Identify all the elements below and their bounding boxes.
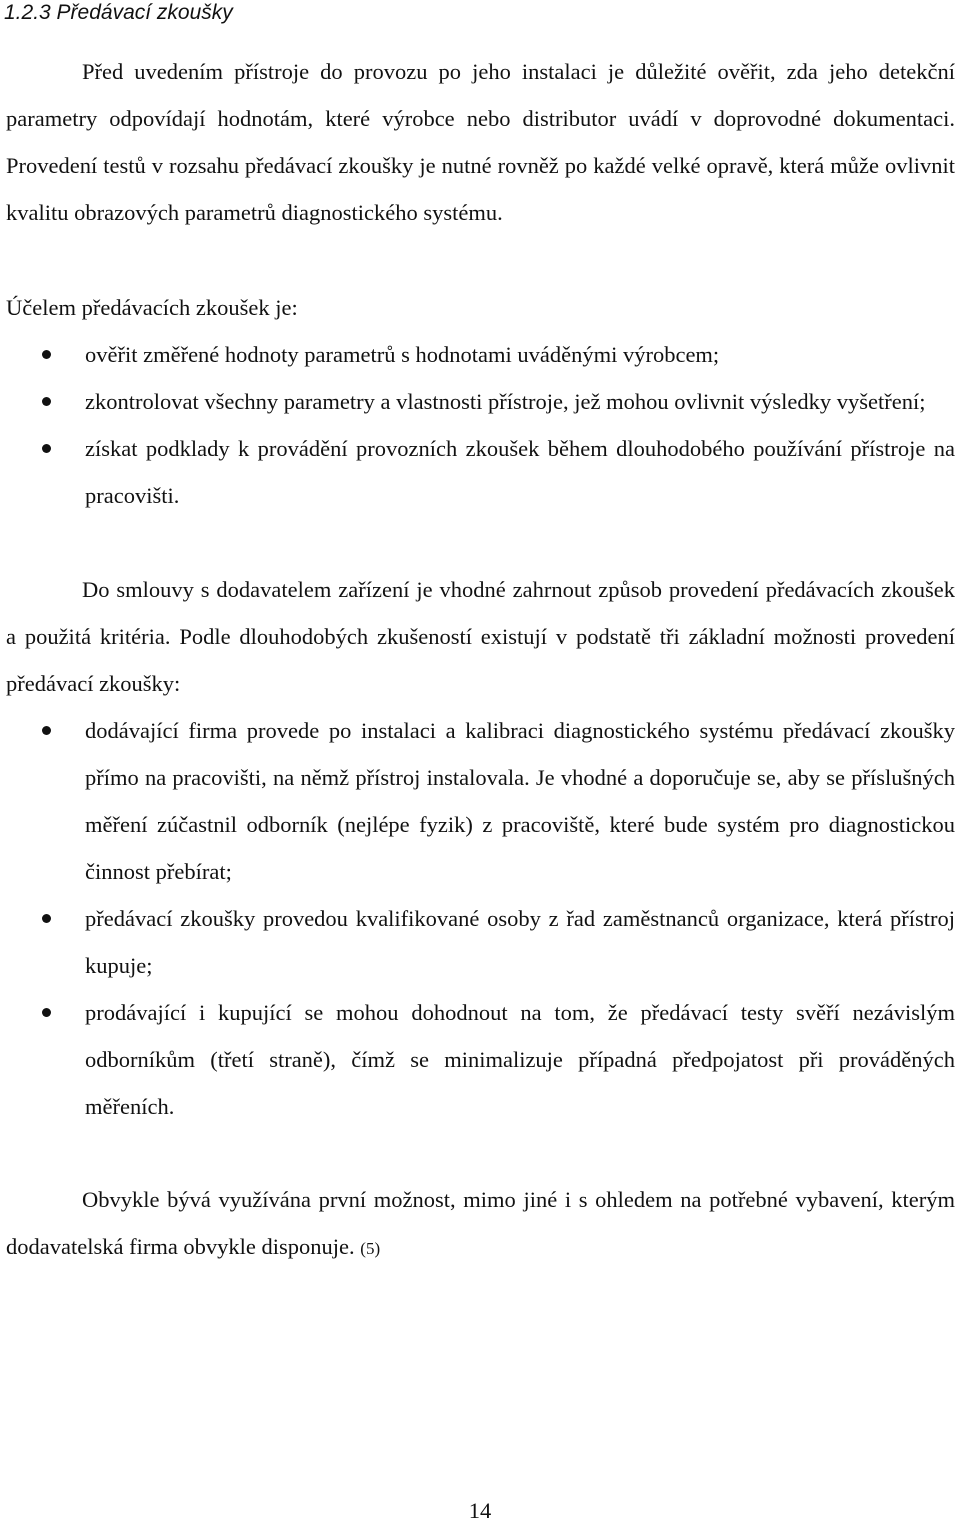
- list-item: [0, 989, 955, 1130]
- bullet-icon: [42, 444, 51, 453]
- list-item-text: dodávající firma provede po instalaci a kalibraci diagnostického systému předávací zkoušky přímo na pracovišti, na němž přístroj instalovala. Je vhodné a doporučuje se, aby se příslušných měření zúčastnil odborník (nejlépe fyzik) z pracoviště, které bude systém pro diagnostickou činnost přebírat;: [85, 718, 955, 884]
- list-item: [0, 331, 955, 378]
- purpose-list: [0, 331, 955, 519]
- bullet-icon: [42, 914, 51, 923]
- bullet-icon: [42, 350, 51, 359]
- conclusion-text: Obvykle bývá využívána první možnost, mimo jiné i s ohledem na potřebné vybavení, kterým dodavatelská firma obvykle disponuje.: [6, 1187, 955, 1259]
- list-item: [0, 895, 955, 989]
- purpose-lead: Účelem předávacích zkoušek je:: [6, 295, 298, 320]
- options-list: [0, 707, 955, 1130]
- section-heading: 1.2.3 Předávací zkoušky: [4, 1, 233, 24]
- page-number: 14: [468, 1498, 492, 1523]
- list-item-text: předávací zkoušky provedou kvalifikované osoby z řad zaměstnanců organizace, která přístroj kupuje;: [85, 906, 955, 978]
- contract-paragraph: Do smlouvy s dodavatelem zařízení je vhodné zahrnout způsob provedení předávacích zkoušek a použitá kritéria. Podle dlouhodobých zkušeností existují v podstatě tři základní možnosti provedení předávací zkoušky:: [6, 577, 955, 696]
- bullet-icon: [42, 726, 51, 735]
- bullet-icon: [42, 397, 51, 406]
- list-item-text: prodávající i kupující se mohou dohodnout na tom, že předávací testy svěří nezávislým odborníkům (třetí straně), čímž se minimalizuje případná předpojatost při prováděných měřeních.: [85, 1000, 955, 1119]
- list-item: [0, 425, 955, 519]
- list-item-text: získat podklady k provádění provozních zkoušek během dlouhodobého používání přístroje na pracovišti.: [85, 436, 955, 508]
- list-item: [0, 707, 955, 895]
- list-item-text: zkontrolovat všechny parametry a vlastnosti přístroje, jež mohou ovlivnit výsledky vyšetření;: [85, 389, 926, 414]
- list-item: [0, 378, 955, 425]
- conclusion-paragraph: [6, 1176, 955, 1272]
- intro-paragraph: Před uvedením přístroje do provozu po jeho instalaci je důležité ověřit, zda jeho detekční parametry odpovídají hodnotám, které výrobce nebo distributor uvádí v doprovodné dokumentaci. Provedení testů v rozsahu předávací zkoušky je nutné rovněž po každé velké opravě, která může ovlivnit kvalitu obrazových parametrů diagnostického systému.: [6, 59, 955, 225]
- bullet-icon: [42, 1008, 51, 1017]
- citation-reference: (5): [360, 1239, 381, 1258]
- list-item-text: ověřit změřené hodnoty parametrů s hodnotami uváděnými výrobcem;: [85, 342, 720, 367]
